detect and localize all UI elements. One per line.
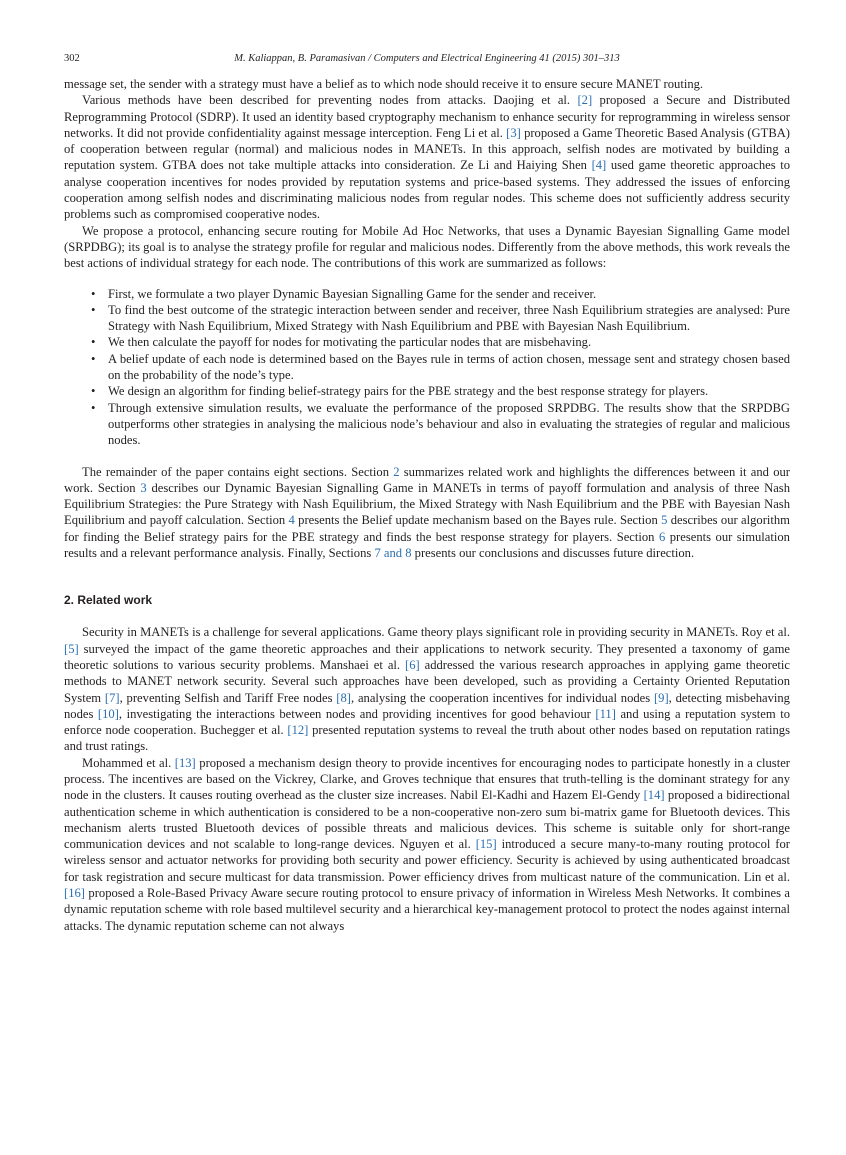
bullet-icon: • xyxy=(91,335,96,350)
list-item-text: We then calculate the payoff for nodes for motivating the particular nodes that are misbehaving. xyxy=(108,335,592,350)
list-item-text: First, we formulate a two player Dynamic Bayesian Signalling Game for the sender and receiver. xyxy=(108,286,597,301)
bullet-icon: • xyxy=(91,302,96,317)
text-run: proposed a Role-Based Privacy Aware secure routing protocol to ensure privacy of information in Wireless Mesh Networks. It combines a dynamic reputation scheme with role based multilevel security and a hierarchical key-management protocol to protect the nodes against internal attacks. The dynamic reputation scheme can not always xyxy=(64,886,790,933)
list-item xyxy=(91,286,790,302)
citation-link[interactable]: [4] xyxy=(591,158,607,173)
paragraph-related-mechanisms xyxy=(64,755,790,934)
text-run: introduced a secure many-to-many routing protocol for wireless sensor and actuator networks for providing both security and power efficiency. Security is achieved by using authenticated broadcast for task registration and secure multicast for data transmission. Power efficiency drives from multicast nature of the communication. Lin et al. xyxy=(64,837,790,884)
text-run: Various methods have been described for preventing nodes from attacks. Daojing et al. xyxy=(82,93,578,108)
citation-link[interactable]: [6] xyxy=(405,657,420,672)
citation-link[interactable]: [13] xyxy=(174,755,196,770)
citation-link[interactable]: [12] xyxy=(287,723,309,738)
bullet-icon: • xyxy=(91,400,96,415)
bullet-icon: • xyxy=(91,286,96,301)
section-link[interactable]: 4 xyxy=(288,513,295,528)
citation-link[interactable]: [14] xyxy=(643,788,665,803)
list-item-text: A belief update of each node is determined based on the Bayes rule in terms of action chosen, message sent and strategy chosen based on the probability of the node’s type. xyxy=(108,351,790,383)
text-run: proposed a bidirectional authentication scheme in which authentication is considered to be a non-cooperative non-zero sum bi-matrix game for Bluetooth devices. This mechanism alerts trusted Bluetooth devices of possible threats and malicious devices. This scheme is suitable only for short-range communication devices and not scalable to long-range devices. Nguyen et al. xyxy=(64,788,790,852)
text-run: presents our conclusions and discusses future direction. xyxy=(411,546,695,561)
list-item xyxy=(91,400,790,449)
text-run: presented reputation systems to reveal the truth about other nodes based on reputation ratings and trust ratings. xyxy=(64,723,791,754)
text-run: describes our algorithm for finding the Belief strategy pairs for the PBE strategy and finds the best response strategy for players. Section xyxy=(64,513,790,544)
text-run: presents our simulation results and a relevant performance analysis. Finally, Sections xyxy=(64,529,790,561)
paragraph-related-security xyxy=(64,624,790,754)
citation-link[interactable]: [7] xyxy=(104,690,120,705)
text-run: , investigating the interactions between nodes and providing incentives for good behaviour xyxy=(118,706,596,721)
citation-link[interactable]: [9] xyxy=(653,690,669,705)
list-item xyxy=(91,383,790,399)
citation-link[interactable]: [5] xyxy=(64,641,79,656)
paragraph-organization xyxy=(64,464,790,562)
list-item-text: To find the best outcome of the strategic interaction between sender and receiver, three Nash Equilibrium strategies are analysed: Pure Strategy with Nash Equilibrium, Mixed Strategy with Nash Equilibrium and PBE with Bayesian Nash Equilibrium. xyxy=(108,302,790,334)
text-run: addressed the various research approaches in applying game theoretic methods to MANET network security. Several such approaches have been developed, such as providing a Certainty Oriented Reputation System xyxy=(64,657,790,705)
running-header xyxy=(64,50,790,68)
text-run: The remainder of the paper contains eight sections. Section xyxy=(82,464,394,479)
citation-link[interactable]: [3] xyxy=(506,125,521,140)
paragraph-proposal: We propose a protocol, enhancing secure routing for Mobile Ad Hoc Networks, that uses a Dynamic Bayesian Signalling Game model (SRPDBG); its goal is to analyse the strategy profile for regular and malicious nodes. Differently from the above methods, this work reveals the best actions of individual strategy for each node. The contributions of this work are summarized as follows: xyxy=(64,223,790,271)
text-run: summarizes related work and highlights the differences between it and our work. Section xyxy=(64,464,790,495)
section-link[interactable]: 7 and 8 xyxy=(374,546,412,561)
paragraph-prior-methods xyxy=(64,92,790,222)
text-run: proposed a mechanism design theory to provide incentives for encouraging nodes to participate honestly in a cluster process. The incentives are based on the Vickrey, Clarke, and Groves technique that ensures that truth-telling is the dominant strategy for any node in the clusters. It causes routing overhead as the cluster size increases. Nabil El-Kadhi and Hazem El-Gendy xyxy=(64,755,790,803)
list-item-text: Through extensive simulation results, we evaluate the performance of the proposed SRPDBG. The results show that the SRPDBG outperforms other strategies in analysing the malicious node’s behaviour and also in evaluating the strategies of regular and malicious nodes. xyxy=(108,400,790,448)
text-run: Mohammed et al. xyxy=(82,755,175,770)
article-body xyxy=(64,76,790,934)
section-link[interactable]: 6 xyxy=(658,529,666,544)
paragraph-continuation: message set, the sender with a strategy must have a belief as to which node should receive it to ensure secure MANET routing. xyxy=(64,77,704,91)
citation-link[interactable]: [10] xyxy=(97,706,119,721)
contributions-list xyxy=(64,286,790,449)
text-run: used game theoretic approaches to analyse cooperation incentives for nodes provided by reputation systems and price-based systems. They addressed the issues of enforcing cooperation among selfish nodes and discriminating malicious nodes from regular nodes. This scheme does not sufficiently address security problems such as compromised cooperative nodes. xyxy=(64,158,790,222)
list-item xyxy=(91,351,790,384)
text-run: describes our Dynamic Bayesian Signalling Game in MANETs in terms of payoff formulation and analysis of three Nash Equilibrium Strategies: the Pure Strategy with Nash Equilibrium, the Mixed Strategy with Nash Equilibrium and the PBE with Bayesian Nash Equilibrium and payoff calculation. Section xyxy=(64,480,790,528)
bullet-icon: • xyxy=(91,384,96,399)
text-run: , detecting misbehaving nodes xyxy=(64,690,790,721)
citation-link[interactable]: [16] xyxy=(64,886,85,901)
citation-link[interactable]: [2] xyxy=(577,93,593,108)
text-run: proposed a Game Theoretic Based Analysis (GTBA) of cooperation between regular (normal) and malicious nodes in MANETs. In this approach, selfish nodes are motivated by building a reputation system. GTBA does not take multiple attacks into consideration. Ze Li and Haiying Shen xyxy=(64,125,791,173)
citation-link[interactable]: [8] xyxy=(336,690,351,705)
section-heading-related-work: 2. Related work xyxy=(64,593,153,608)
text-run: and using a reputation system to enforce node cooperation. Buchegger et al. xyxy=(64,706,791,738)
running-title: M. Kaliappan, B. Paramasivan / Computers and Electrical Engineering 41 (2015) 301–313 xyxy=(234,53,620,64)
list-item xyxy=(91,302,790,335)
section-link[interactable]: 5 xyxy=(661,513,668,528)
list-item-text: We design an algorithm for finding belief-strategy pairs for the PBE strategy and the best response strategy for players. xyxy=(108,384,709,399)
page-number: 302 xyxy=(64,53,80,64)
citation-link[interactable]: [11] xyxy=(595,706,616,721)
citation-link[interactable]: [15] xyxy=(475,837,497,852)
bullet-icon: • xyxy=(91,351,96,366)
text-run: , preventing Selfish and Tariff Free nodes xyxy=(119,690,337,705)
text-run: proposed a Secure and Distributed Reprogramming Protocol (SDRP). It used an identity based cryptography mechanism to enhance security for reprogramming in wireless sensor networks. It did not provide confidentiality against message interception. Feng Li et al. xyxy=(64,93,790,140)
section-link[interactable]: 3 xyxy=(140,480,147,495)
section-link[interactable]: 2 xyxy=(393,464,400,479)
text-run: presents the Belief update mechanism based on the Bayes rule. Section xyxy=(294,513,662,528)
text-run: surveyed the impact of the game theoretic approaches and their applications to network security. They presented a taxonomy of game theoretic solutions to various security problems. Manshaei et al. xyxy=(64,641,790,672)
text-run: , analysing the cooperation incentives for individual nodes xyxy=(350,690,654,705)
text-run: Security in MANETs is a challenge for several applications. Game theory plays significant role in providing security in MANETs. Roy et al. xyxy=(82,625,790,640)
list-item xyxy=(91,334,790,350)
